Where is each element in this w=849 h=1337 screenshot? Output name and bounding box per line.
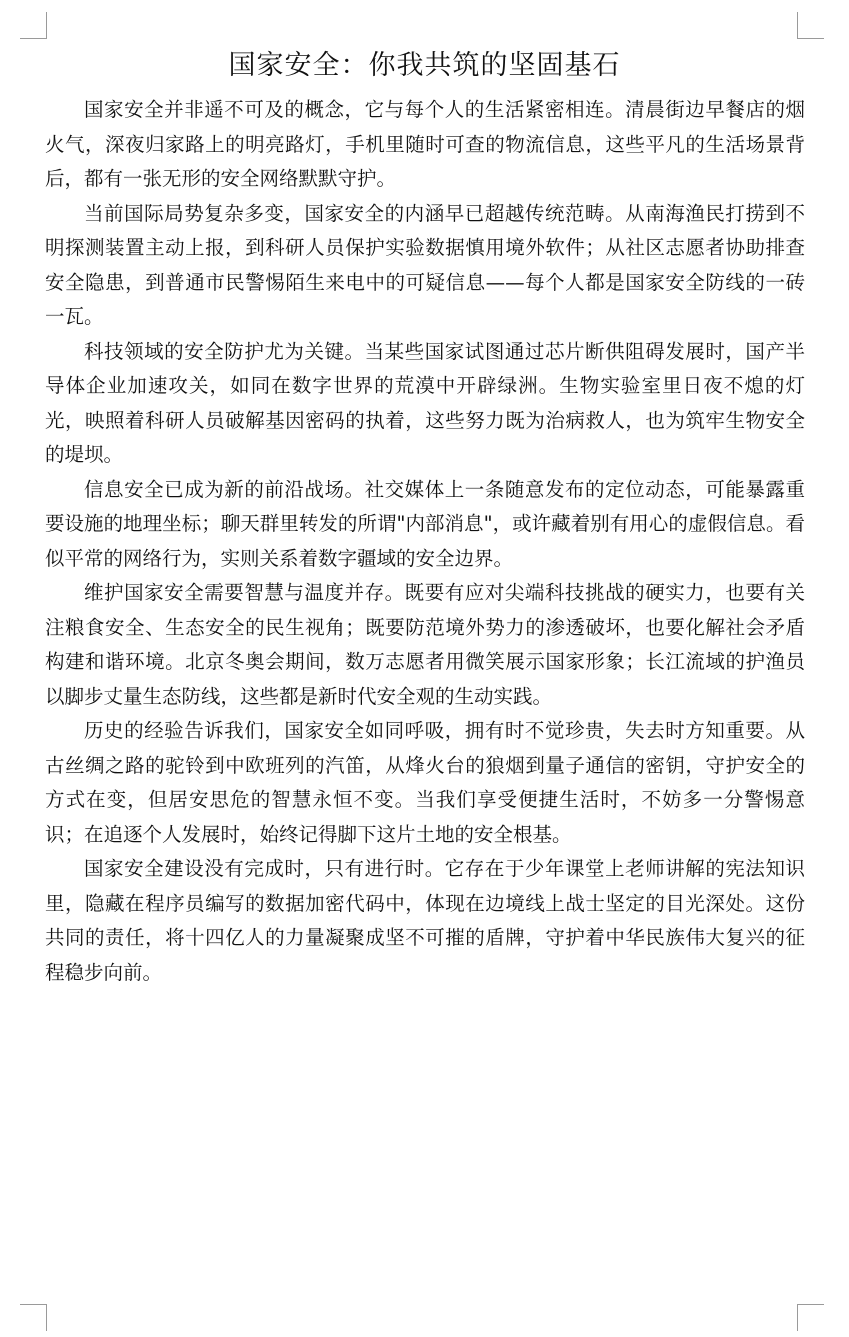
paragraph-4: 信息安全已成为新的前沿战场。社交媒体上一条随意发布的定位动态，可能暴露重要设施的地理坐标；聊天群里转发的所谓"内部消息"，或许藏着别有用心的虚假信息。看似平常的网络行为，实则关系着数字疆域的安全边界。 (45, 477, 805, 570)
page-corner-mark-top-right (797, 12, 824, 39)
page-corner-mark-bottom-left (20, 1304, 47, 1331)
paragraph-3: 科技领域的安全防护尤为关键。当某些国家试图通过芯片断供阻碍发展时，国产半导体企业加速攻关，如同在数字世界的荒漠中开辟绿洲。生物实验室里日夜不熄的灯光，映照着科研人员破解基因密码的执着，这些努力既为治病救人，也为筑牢生物安全的堤坝。 (45, 339, 805, 466)
article-body (45, 93, 805, 990)
paragraph-6: 历史的经验告诉我们，国家安全如同呼吸，拥有时不觉珍贵，失去时方知重要。从古丝绸之路的驼铃到中欧班列的汽笛，从烽火台的狼烟到量子通信的密钥，守护安全的方式在变，但居安思危的智慧永恒不变。当我们享受便捷生活时，不妨多一分警惕意识；在追逐个人发展时，始终记得脚下这片土地的安全根基。 (45, 719, 805, 846)
paragraph-7: 国家安全建设没有完成时，只有进行时。它存在于少年课堂上老师讲解的宪法知识里，隐藏在程序员编写的数据加密代码中，体现在边境线上战士坚定的目光深处。这份共同的责任，将十四亿人的力量凝聚成坚不可摧的盾牌，守护着中华民族伟大复兴的征程稳步向前。 (45, 857, 805, 984)
paragraph-2: 当前国际局势复杂多变，国家安全的内涵早已超越传统范畴。从南海渔民打捞到不明探测装置主动上报，到科研人员保护实验数据慎用境外软件；从社区志愿者协助排查安全隐患，到普通市民警惕陌生来电中的可疑信息——每个人都是国家安全防线的一砖一瓦。 (45, 201, 805, 328)
page-corner-mark-bottom-right (797, 1304, 824, 1331)
paragraph-1: 国家安全并非遥不可及的概念，它与每个人的生活紧密相连。清晨街边早餐店的烟火气，深夜归家路上的明亮路灯，手机里随时可查的物流信息，这些平凡的生活场景背后，都有一张无形的安全网络默默守护。 (45, 98, 805, 190)
document-title: 国家安全：你我共筑的坚固基石 (228, 50, 621, 81)
paragraph-5: 维护国家安全需要智慧与温度并存。既要有应对尖端科技挑战的硬实力，也要有关注粮食安全、生态安全的民生视角；既要防范境外势力的渗透破坏，也要化解社会矛盾构建和谐环境。北京冬奥会期间，数万志愿者用微笑展示国家形象；长江流域的护渔员以脚步丈量生态防线，这些都是新时代安全观的生动实践。 (45, 581, 805, 708)
page-corner-mark-top-left (20, 12, 47, 39)
